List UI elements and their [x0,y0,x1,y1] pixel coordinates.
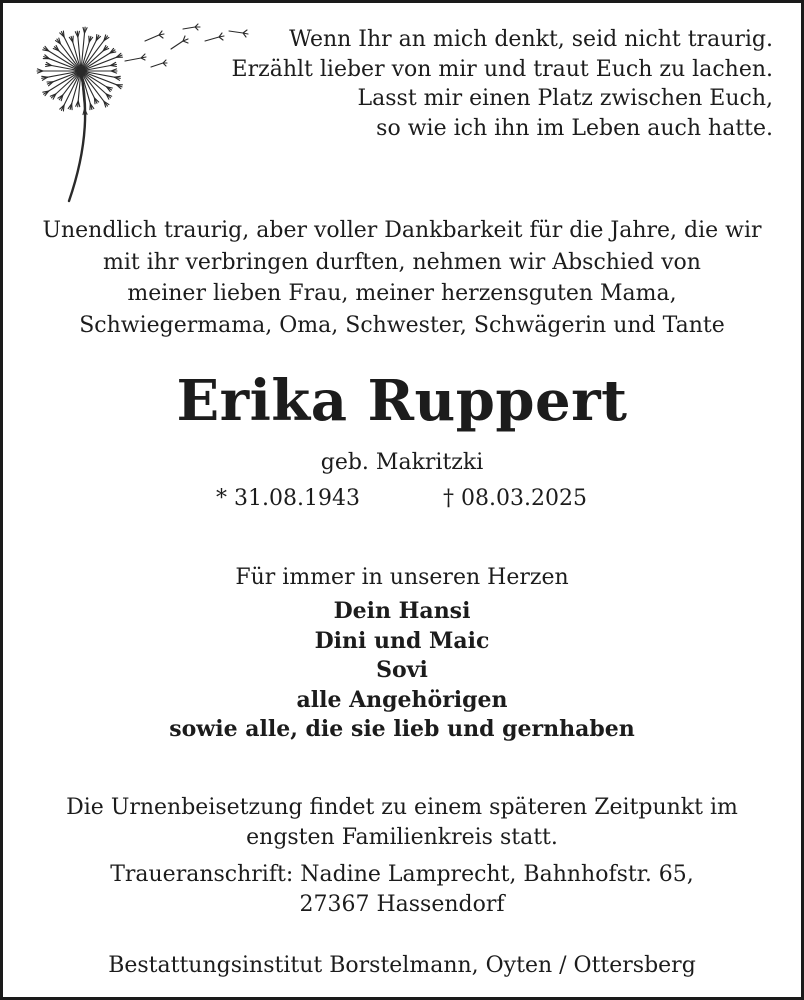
farewell-heading: Für immer in unseren Herzen [235,565,569,590]
birth-name: geb. Makritzki [320,450,484,475]
burial-line: engsten Familienkreis statt. [246,825,558,850]
address-line: 27367 Hassendorf [299,892,505,917]
burial-line: Die Urnenbeisetzung findet zu einem späteren Zeitpunkt im [66,795,738,820]
intro-line: mit ihr verbringen durften, nehmen wir Abschied von [103,249,701,275]
mourners-list [3,597,801,745]
deceased-name: Erika Ruppert [176,368,628,434]
mourner: alle Angehörigen [296,686,508,713]
intro-line: meiner lieben Frau, meiner herzensguten Mama, [127,281,677,306]
death-date: † 08.03.2025 [443,486,587,511]
mourning-address [3,860,801,920]
poem-line: Lasst mir einen Platz zwischen Euch, [357,86,773,111]
intro-text [3,215,801,341]
intro-line: Schwiegermama, Oma, Schwester, Schwägerin und Tante [79,312,725,338]
poem [213,25,773,143]
birth-date: * 31.08.1943 [216,486,360,511]
poem-line: Wenn Ihr an mich denkt, seid nicht traurig. [289,27,773,52]
mourner: sowie alle, die sie lieb und gernhaben [169,716,635,742]
intro-line: Unendlich traurig, aber voller Dankbarkeit für die Jahre, die wir [42,218,762,243]
burial-info [3,793,801,853]
funeral-home: Bestattungsinstitut Borstelmann, Oyten / Ottersberg [108,953,696,978]
poem-line: Erzählt lieber von mir und traut Euch zu lachen. [231,56,773,82]
mourner: Dein Hansi [333,598,471,624]
address-line: Traueranschrift: Nadine Lamprecht, Bahnhofstr. 65, [110,862,694,887]
poem-line: so wie ich ihn im Leben auch hatte. [376,115,773,141]
mourner: Sovi [376,657,428,683]
mourner: Dini und Maic [314,627,490,654]
